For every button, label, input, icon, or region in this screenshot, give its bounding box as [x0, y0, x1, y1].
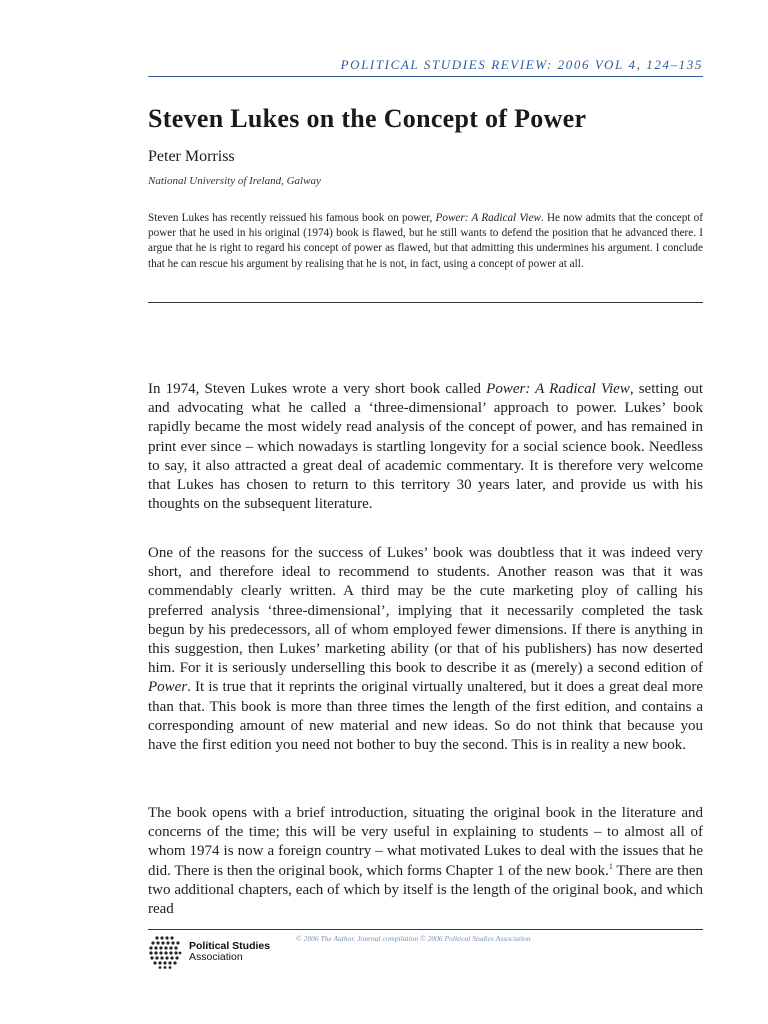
- copyright-notice: © 2006 The Author. Journal compilation © 2006 Political Studies Association: [296, 934, 531, 943]
- paragraph-1-book-title: Power: A Radical View: [486, 381, 630, 397]
- paragraph-1-text-2: , setting out and advocating what he called a ‘three-dimensional’ approach to power. Lukes’ book rapidly became the most widely read analysis of the concept of power, and has remained in print ever since – which nowadays is startling longevity for a social science book. Needless to say, it also attracted a great deal of academic commentary. It is therefore very welcome that Lukes has chosen to return to this territory 30 years later, and provide us with his thoughts on the subsequent literature.: [148, 381, 703, 513]
- paragraph-2-text-2: . It is true that it reprints the original virtually unaltered, but it does a great deal more than that. This book is more than three times the length of the first edition, and contains a corresponding amount of new material and new ideas. So do not think that because you have the first edition you need not bother to buy the second. This is in reality a new book.: [148, 679, 703, 754]
- paragraph-2-text-1: One of the reasons for the success of Lukes’ book was doubtless that it was indeed very short, and therefore ideal to recommend to students. Another reason was that it was commendably clearly written. A third may be the cute marketing ploy of calling his preferred analysis ‘three-dimensional’, implying that it necessarily completed the task begun by his predecessors, all of whom employed fewer dimensions. If there is anything in this suggestion, then Lukes’ marketing ability (or that of his publishers) has now deserted him. For it is seriously underselling this book to describe it as (merely) a second edition of: [148, 545, 703, 677]
- paragraph-3-text-1: The book opens with a brief introduction, situating the original book in the literature and concerns of the time; this will be very useful in explaining to students – to almost all of whom 1974 is now a foreign country – what motivated Lukes to deal with the issues that he did. There is then the original book, which forms Chapter 1 of the new book.: [148, 805, 703, 879]
- paragraph-3-text-2: There are then two additional chapters, each of which by itself is the length of the original book, and which read: [148, 862, 703, 918]
- footnote-marker[interactable]: 1: [608, 861, 613, 871]
- psa-logo-line-2: Association: [189, 951, 243, 963]
- header-rule: [148, 76, 703, 77]
- psa-logo-text: [189, 941, 270, 963]
- footer-rule: [148, 929, 703, 930]
- running-head: POLITICAL STUDIES REVIEW: 2006 VOL 4, 124–135: [340, 57, 703, 72]
- page: [148, 0, 703, 1024]
- abstract: [148, 211, 703, 272]
- article-body: [148, 380, 703, 929]
- paragraph-3: [148, 804, 703, 919]
- psa-logo: [148, 934, 288, 970]
- psa-logo-icon: [148, 935, 182, 969]
- psa-logo-line-1: Political Studies: [189, 940, 271, 952]
- paragraph-2: [148, 544, 703, 794]
- article-title: Steven Lukes on the Concept of Power: [148, 104, 587, 133]
- paragraph-1: [148, 380, 703, 534]
- abstract-text-2: . He now admits that the concept of power that he used in his original (1974) book is flawed, but he still wants to defend the position that he advanced there. I argue that he is right to regard his concept of power as flawed, but that admitting this undermines his argument. I conclude that he can rescue his argument by realising that he is not, in fact, using a concept of power at all.: [148, 212, 704, 270]
- abstract-book-title: Power: A Radical View: [435, 212, 541, 224]
- paragraph-1-text-1: In 1974, Steven Lukes wrote a very short book called: [148, 381, 487, 397]
- author-name: Peter Morriss: [148, 148, 235, 165]
- abstract-text-1: Steven Lukes has recently reissued his famous book on power,: [148, 212, 436, 224]
- abstract-rule: [148, 302, 703, 303]
- author-affiliation: National University of Ireland, Galway: [148, 175, 321, 187]
- paragraph-2-book-title: Power: [148, 679, 188, 696]
